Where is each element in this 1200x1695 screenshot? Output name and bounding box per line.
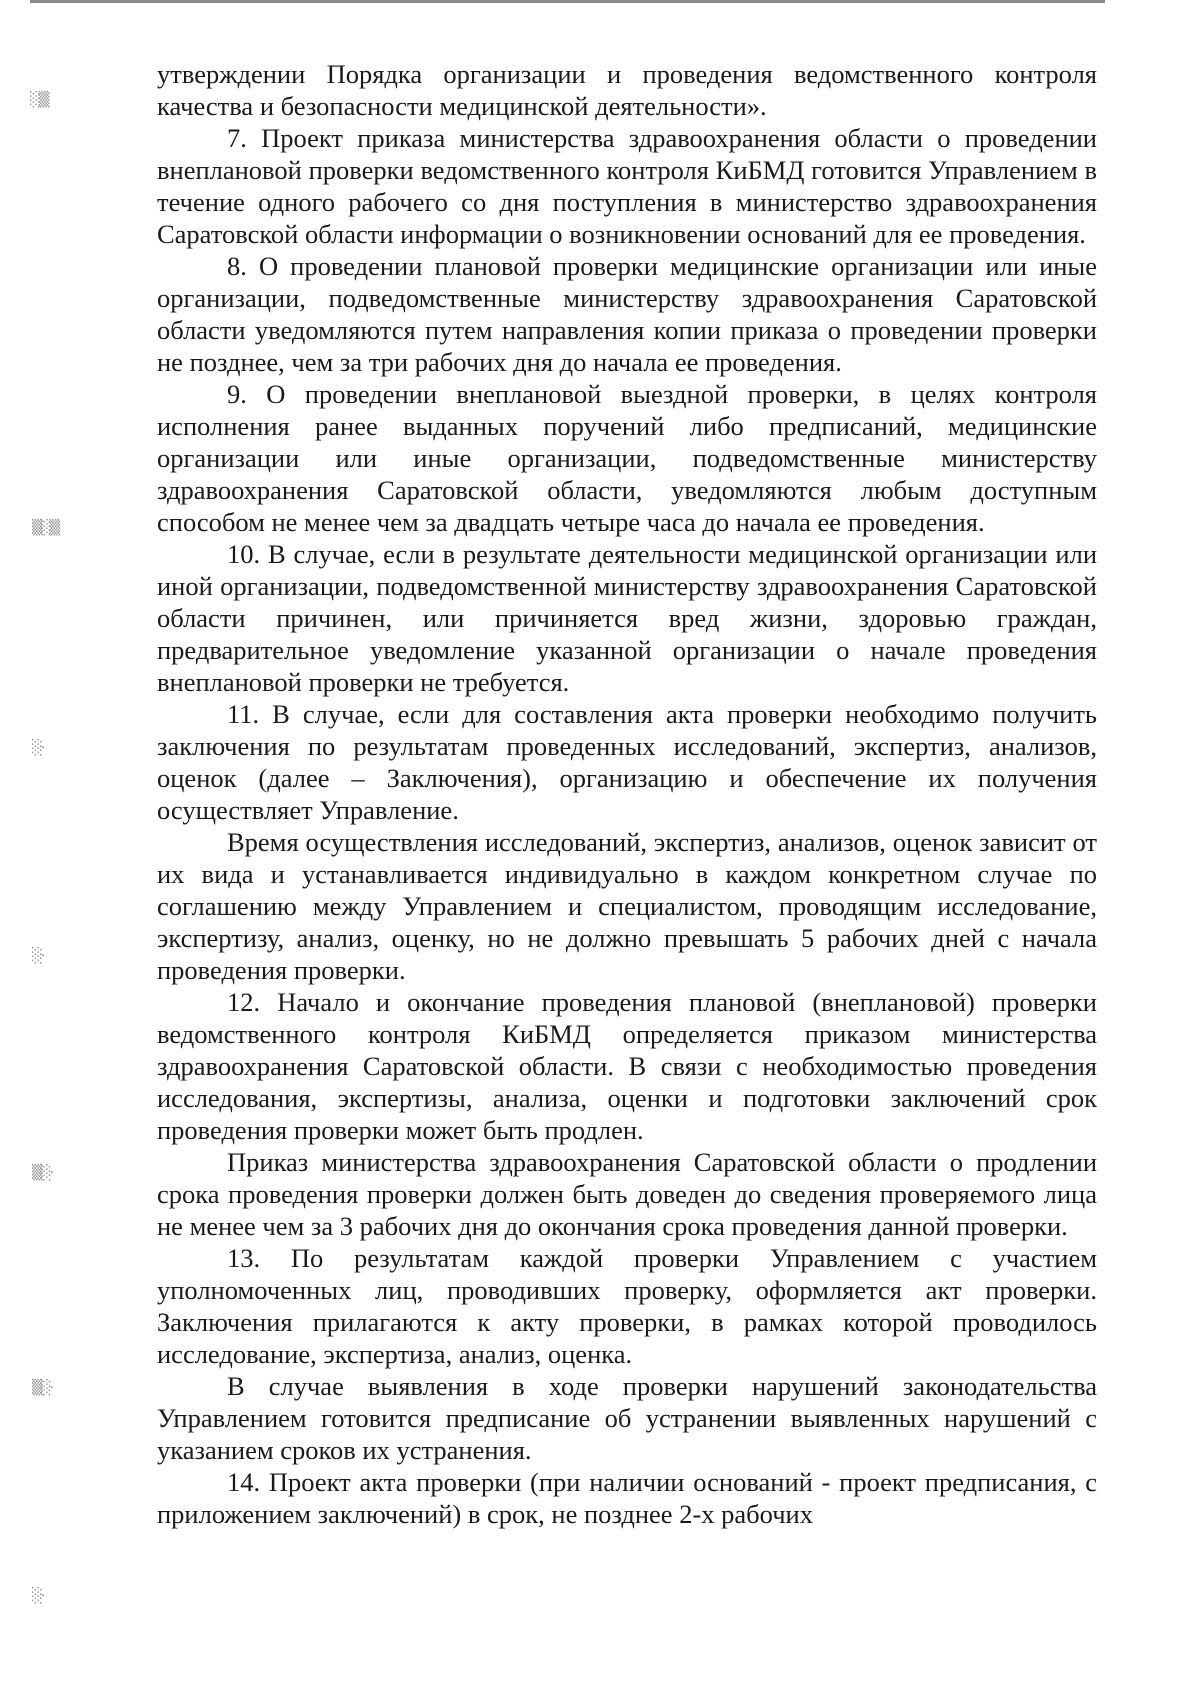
paragraph-12: 12. Начало и окончание проведения плановой (внеплановой) проверки ведомственного контроля КиБМД определяется приказом министерства здравоохранения Саратовской области. В связи с необходимостью проведения исследования, экспертизы, анализа, оценки и подготовки заключений срок проведения проверки может быть продлен. bbox=[157, 987, 1097, 1145]
paragraph-9: 9. О проведении внеплановой выездной проверки, в целях контроля исполнения ранее выданных поручений либо предписаний, медицинские организации или иные организации, подведомственные министерству здравоохранения Саратовской области, уведомляются любым доступным способом не менее чем за двадцать четыре часа до начала ее проведения. bbox=[157, 379, 1097, 537]
paragraph-continuation: утверждении Порядка организации и проведения ведомственного контроля качества и безопасности медицинской деятельности». bbox=[157, 59, 1097, 121]
paragraph-10: 10. В случае, если в результате деятельности медицинской организации или иной организации, подведомственной министерству здравоохранения Саратовской области причинен, или причиняется вред жизни, здоровью граждан, предварительное уведомление указанной организации о начале проведения внеплановой проверки не требуется. bbox=[157, 539, 1097, 697]
scan-speck: ░· bbox=[32, 948, 44, 964]
paragraph-11: 11. В случае, если для составления акта проверки необходимо получить заключения по результатам проведенных исследований, экспертиз, анализов, оценок (далее – Заключения), организацию и обеспечение их получения осуществляет Управление. bbox=[157, 699, 1097, 825]
paragraph-14: 14. Проект акта проверки (при наличии оснований - проект предписания, с приложением заключений) в срок, не позднее 2-х рабочих bbox=[157, 1467, 1097, 1529]
paragraph-12-continued: Приказ министерства здравоохранения Саратовской области о продлении срока проведения проверки должен быть доведен до сведения проверяемого лица не менее чем за 3 рабочих дня до окончания срока проведения данной проверки. bbox=[157, 1147, 1097, 1241]
paragraph-8: 8. О проведении плановой проверки медицинские организации или иные организации, подведомственные министерству здравоохранения Саратовской области уведомляются путем направления копии приказа о проведении проверки не позднее, чем за три рабочих дня до начала ее проведения. bbox=[157, 251, 1097, 377]
scan-speck: ▒░▒ bbox=[32, 520, 59, 536]
document-body bbox=[157, 58, 1097, 1530]
paragraph-13: 13. По результатам каждой проверки Управлением с участием уполномоченных лиц, проводивших проверку, оформляется акт проверки. Заключения прилагаются к акту проверки, в рамках которой проводилось исследование, экспертиза, анализ, оценка. bbox=[157, 1243, 1097, 1369]
scan-speck: ░· bbox=[32, 1588, 44, 1604]
scan-speck: ▒░· bbox=[32, 1380, 52, 1396]
paragraph-7: 7. Проект приказа министерства здравоохранения области о проведении внеплановой проверки ведомственного контроля КиБМД готовится Управлением в течение одного рабочего со дня поступления в министерство здравоохранения Саратовской области информации о возникновении оснований для ее проведения. bbox=[157, 123, 1097, 249]
paragraph-13-continued: В случае выявления в ходе проверки нарушений законодательства Управлением готовится предписание об устранении выявленных нарушений с указанием сроков их устранения. bbox=[157, 1371, 1097, 1465]
scan-top-edge bbox=[30, 0, 1105, 3]
paragraph-11-continued: Время осуществления исследований, экспертиз, анализов, оценок зависит от их вида и устанавливается индивидуально в каждом конкретном случае по соглашению между Управлением и специалистом, проводящим исследование, экспертизу, анализ, оценку, но не должно превышать 5 рабочих дней с начала проведения проверки. bbox=[157, 827, 1097, 985]
scan-speck: ░▒ bbox=[30, 92, 48, 108]
scan-speck: ▒░· bbox=[32, 1165, 52, 1181]
scan-speck: ░· bbox=[32, 740, 44, 756]
